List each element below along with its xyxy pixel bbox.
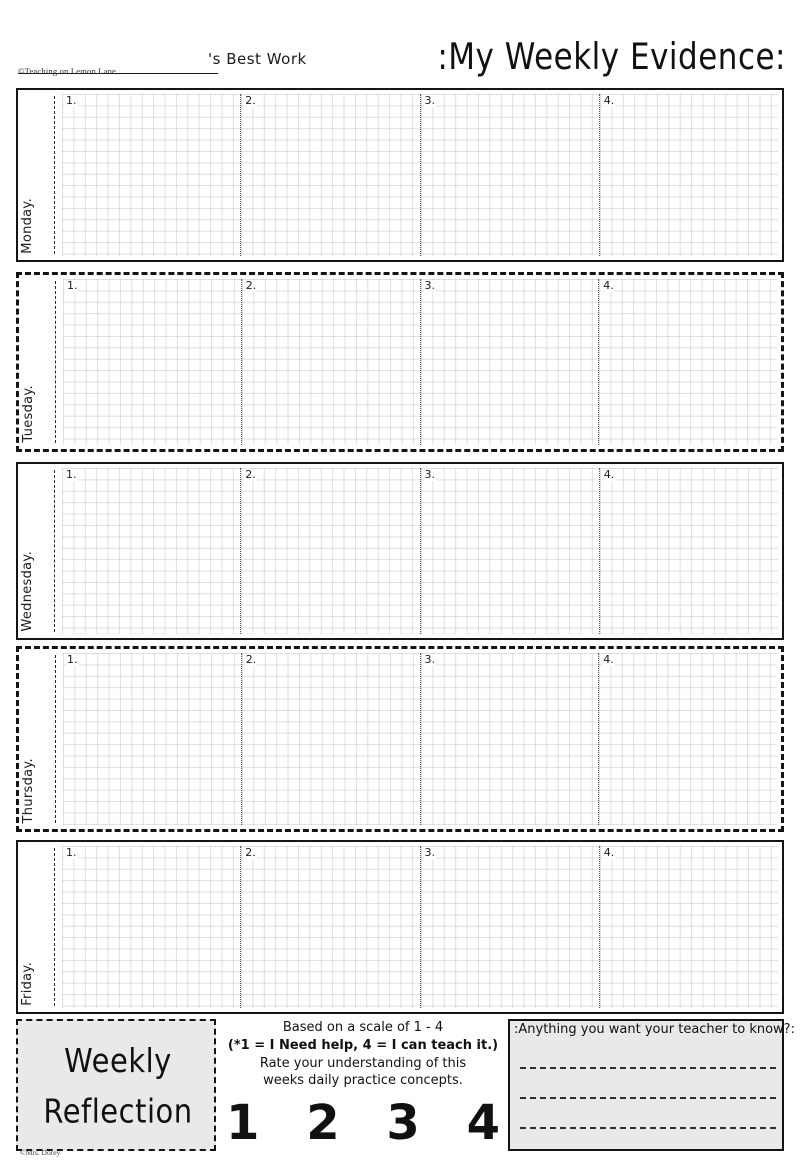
evidence-cell[interactable] xyxy=(63,279,242,445)
cell-number: 4. xyxy=(603,94,615,107)
rating-option-1[interactable]: 1 xyxy=(226,1095,260,1151)
day-label-thursday: Thursday. xyxy=(21,757,36,823)
evidence-cell[interactable] xyxy=(62,468,241,634)
evidence-cell[interactable] xyxy=(600,846,778,1008)
page-header xyxy=(0,28,800,84)
teacher-note-box[interactable] xyxy=(508,1019,795,1151)
day-divider xyxy=(54,470,55,632)
evidence-cell[interactable] xyxy=(242,279,421,445)
cell-number: 1. xyxy=(66,846,77,859)
cell-number: 2. xyxy=(245,846,256,859)
weekly-reflection-line1: Weekly xyxy=(64,1040,172,1080)
evidence-cell[interactable] xyxy=(241,94,420,256)
cell-number: 4. xyxy=(603,468,615,481)
day-divider xyxy=(54,848,55,1006)
evidence-cell[interactable] xyxy=(241,846,420,1008)
day-divider xyxy=(55,281,56,443)
evidence-cell[interactable] xyxy=(599,653,777,825)
evidence-cell[interactable] xyxy=(599,279,777,445)
day-row-friday xyxy=(16,840,784,1014)
evidence-cell[interactable] xyxy=(421,468,600,634)
evidence-cell[interactable] xyxy=(600,468,778,634)
evidence-cell[interactable] xyxy=(600,94,778,256)
cell-number: 1. xyxy=(67,653,78,666)
cell-number: 3. xyxy=(424,468,435,481)
evidence-cell[interactable] xyxy=(62,846,241,1008)
rating-scale-description xyxy=(226,1019,500,1089)
page-footer xyxy=(16,1019,795,1155)
evidence-cell[interactable] xyxy=(421,279,600,445)
day-row-thursday xyxy=(16,646,784,832)
cell-number: 4. xyxy=(603,653,614,666)
day-label-monday: Monday. xyxy=(20,198,35,254)
evidence-cell[interactable] xyxy=(63,653,242,825)
weekly-reflection-title xyxy=(22,1035,214,1136)
day-divider xyxy=(54,96,55,254)
cell-number: 1. xyxy=(67,279,78,292)
day-cells-thursday xyxy=(63,653,777,825)
day-cells-monday xyxy=(62,94,778,256)
day-cells-wednesday xyxy=(62,468,778,634)
teacher-note-line[interactable] xyxy=(520,1097,776,1099)
day-cells-tuesday xyxy=(63,279,777,445)
evidence-cell[interactable] xyxy=(421,94,600,256)
cell-number: 4. xyxy=(603,846,615,859)
cell-number: 2. xyxy=(245,94,256,107)
day-row-wednesday xyxy=(16,462,784,640)
best-work-label: 's Best Work xyxy=(208,50,307,68)
evidence-cell[interactable] xyxy=(421,653,600,825)
day-row-monday xyxy=(16,88,784,262)
credit-bottom: ©Mrs. Dorey xyxy=(20,1148,61,1157)
weekly-reflection-line2: Reflection xyxy=(43,1091,193,1131)
teacher-note-line[interactable] xyxy=(520,1127,776,1129)
scale-line-3a: Rate your understanding of this xyxy=(259,1056,467,1071)
day-label-tuesday: Tuesday. xyxy=(21,385,36,443)
day-label-friday: Friday. xyxy=(20,962,35,1006)
rating-option-2[interactable]: 2 xyxy=(306,1095,340,1151)
teacher-note-title: :Anything you want your teacher to know?: xyxy=(514,1022,795,1037)
day-row-tuesday xyxy=(16,272,784,452)
cell-number: 3. xyxy=(424,653,435,666)
cell-number: 2. xyxy=(245,279,257,292)
day-label-wednesday: Wednesday. xyxy=(20,551,35,632)
rating-option-4[interactable]: 4 xyxy=(466,1095,500,1151)
day-cells-friday xyxy=(62,846,778,1008)
cell-number: 2. xyxy=(245,468,256,481)
page-title: :My Weekly Evidence: xyxy=(437,36,786,79)
scale-line-3b: weeks daily practice concepts. xyxy=(263,1073,463,1088)
cell-number: 2. xyxy=(245,653,257,666)
evidence-cell[interactable] xyxy=(421,846,600,1008)
cell-number: 1. xyxy=(66,94,77,107)
cell-number: 1. xyxy=(66,468,77,481)
cell-number: 4. xyxy=(603,279,614,292)
cell-number: 3. xyxy=(424,279,435,292)
cell-number: 3. xyxy=(424,94,435,107)
evidence-cell[interactable] xyxy=(62,94,241,256)
scale-line-1: Based on a scale of 1 - 4 xyxy=(282,1020,444,1035)
scale-line-2: (*1 = I Need help, 4 = I can teach it.) xyxy=(227,1038,499,1053)
evidence-cell[interactable] xyxy=(241,468,420,634)
day-divider xyxy=(55,655,56,823)
credit-top: ©Teaching on Lemon Lane xyxy=(18,66,117,76)
rating-options xyxy=(226,1097,500,1149)
rating-option-3[interactable]: 3 xyxy=(386,1095,420,1151)
cell-number: 3. xyxy=(424,846,435,859)
weekly-reflection-box xyxy=(16,1019,216,1151)
teacher-note-line[interactable] xyxy=(520,1067,776,1069)
evidence-cell[interactable] xyxy=(242,653,421,825)
